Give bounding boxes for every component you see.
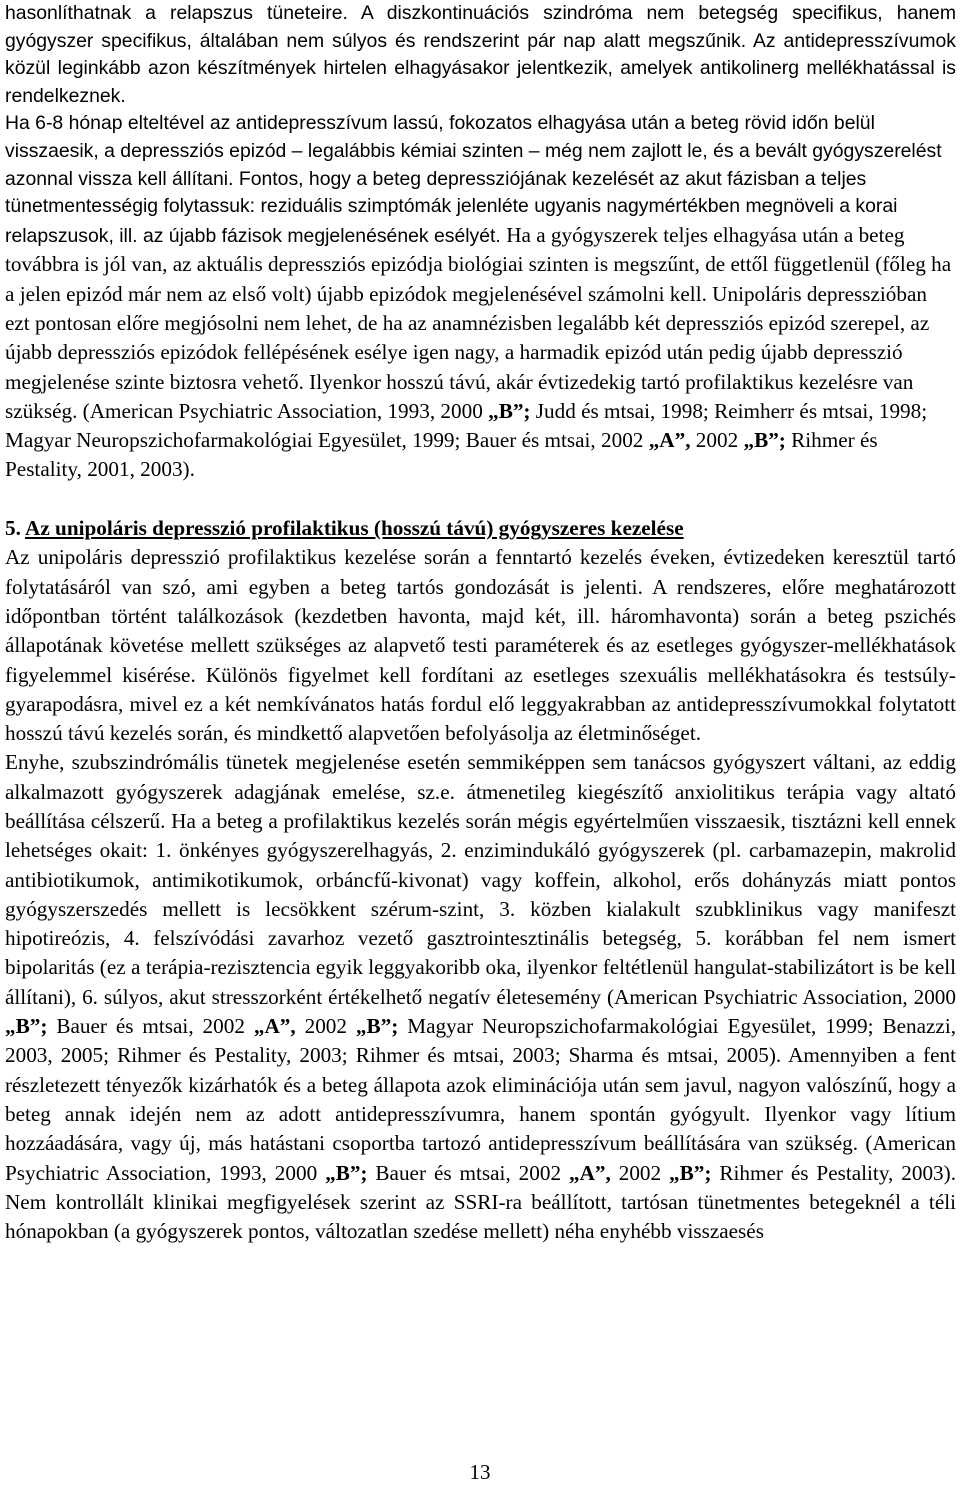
section-heading xyxy=(5,514,956,543)
page-number: 13 xyxy=(469,1460,491,1484)
section-number: 5. xyxy=(5,516,21,541)
paragraph-relapse-text-4: Magyar Neuropszichofarmakológiai Egyesület, 1999; Benazzi, 2003, 2005; Rihmer és Pestality, 2003; Rihmer és mtsai, 2003; Sharma és mtsai, 2005). Amennyiben a fent részletezett tényezők kizárhatók és a beteg állapota azok eliminációja után sem javul, nagyon valószínű, hogy a beteg annak idején nem az adott antidepresszívumra, hanem spontán gyógyult. Ilyenkor vagy lítium hozzáadására, vagy új, más hatástani csoportba tartozó antidepresszívum beállítására van szükség. (American Psychiatric Association, 1993, 2000 xyxy=(5,1014,957,1185)
citation-grade-a: „A”, xyxy=(648,428,691,453)
citation-grade-a: „A”, xyxy=(569,1160,611,1185)
citation-end: Rihmer és Pestality, 2001, 2003). xyxy=(5,428,878,482)
paragraph-relapse-text-7: Rihmer és Pestality, 2003). Nem kontrollált klinikai megfigyelések szerint az SSRI-ra beállított, tartósan tünetmentes betegeknél a téli hónapokban (a gyógyszerek pontos, változatlan szedése mellett) néha enyhébb visszaesés xyxy=(5,1160,956,1244)
citation-year: 2002 xyxy=(695,428,739,453)
paragraph-maintenance-text: Az unipoláris depresszió profilaktikus kezelése során a fenntartó kezelés éveken, évtizedeken keresztül tartó folytatásáról van szó, ami egyben a beteg tartós gondozását is jelenti. A rendszeres, előre meghatározott időpontban történt találkozások (kezdetben havonta, majd két, ill. háromhavonta) során a beteg pszichés állapotának követése mellett szükséges az alapvető testi paraméterek és az esetleges gyógyszer-mellékhatások figyelemmel kisérése. Különös figyelmet kell fordítani az esetleges szexuális mellékhatásokra és testsúly-gyarapodásra, mivel ez a két nemkívánatos hatás fordul elő leggyakrabban az antidepresszívumokkal folytatott hosszú távú kezelés során, és mindkettő alapvetően befolyásolja az életminőséget. xyxy=(5,545,956,746)
intro-serif-part xyxy=(5,223,951,482)
paragraph-relapse-text-3: 2002 xyxy=(304,1014,347,1039)
intro-sans-text xyxy=(5,0,956,110)
section-title: Az unipoláris depresszió profilaktikus (hosszú távú) gyógyszeres kezelése xyxy=(25,516,684,541)
paragraph-relapse-text-6: 2002 xyxy=(618,1160,662,1185)
document-page xyxy=(5,0,956,1246)
citation-text: Judd és mtsai, 1998; Reimherr és mtsai, 1998; Magyar Neuropszichofarmakológiai Egyesület, 1999; Bauer és mtsai, 2002 xyxy=(5,398,928,453)
section-gap xyxy=(5,485,956,514)
paragraph-relapse-text-2: Bauer és mtsai, 2002 xyxy=(56,1014,245,1039)
citation-grade-a: „A”, xyxy=(253,1014,296,1039)
citation-grade-b: „B”; xyxy=(325,1160,368,1185)
paragraph-relapse xyxy=(5,748,956,1246)
citation-grade-b: „B”; xyxy=(743,428,786,453)
intro-sans-first: hasonlíthatnak a relapszus tüneteire. A diszkontinuációs szindróma nem betegség specifikus, hanem gyógyszer specifikus, általában nem súlyos és rendszerint pár nap alatt megszűnik. Az antidepresszívumok közül leginkább azon készítmények hirtelen elhagyásakor jelentkezik, amelyek antikolinerg mellékhatással is rendelkeznek. xyxy=(5,2,956,107)
citation-grade-b: „B”; xyxy=(669,1160,712,1185)
citation-grade-b: „B”; xyxy=(355,1014,399,1039)
paragraph-maintenance xyxy=(5,543,956,748)
paragraph-relapse-text-5: Bauer és mtsai, 2002 xyxy=(375,1160,562,1185)
intro-serif-text: Ha a gyógyszerek teljes elhagyása után a beteg továbbra is jól van, az aktuális depressziós epizódja biológiai szinten is megszűnt, de ettől függetlenül (főleg ha a jelen epizód már nem az első volt) újabb epizódok megjelenésével számolni kell. Unipoláris depresszióban ezt pontosan előre megjósolni nem lehet, de ha az anamnézisben legalább két depressziós epizód szerepel, az újabb depressziós epizódok fellépésének esélye igen nagy, a harmadik epizód után pedig újabb depresszió megjelenése szinte biztosra vehető. Ilyenkor hosszú távú, akár évtizedekig tartó profilaktikus kezelésre van szükség. (American Psychiatric Association, 1993, 2000 xyxy=(5,222,952,423)
citation-grade-b: „B”; xyxy=(488,398,531,423)
citation-grade-b: „B”; xyxy=(5,1014,48,1039)
intro-paragraph xyxy=(5,0,956,485)
paragraph-relapse-text-1: Enyhe, szubszindrómális tünetek megjelenése esetén semmiképpen sem tanácsos gyógyszert váltani, az eddig alkalmazott gyógyszerek adagjának emelése, sz.e. átmenetileg kiegészítő anxiolitikus terápia vagy altató beállítása célszerű. Ha a beteg a profilaktikus kezelés során mégis egyértelműen visszaesik, tisztázni kell ennek lehetséges okait: 1. önkényes gyógyszerelhagyás, 2. enzimindukáló gyógyszerek (pl. carbamazepin, makrolid antibiotikumok, antimikotikumok, orbáncfű-kivonat) vagy koffein, alkohol, erős dohányzás miatt pontos gyógyszerszedés mellett is lecsökkent szérum-szint, 3. közben kialakult szubklinikus vagy manifeszt hipotireózis, 4. felszívódási zavarhoz vezető gasztrointesztinális betegség, 5. korábban fel nem ismert bipolaritás (ez a terápia-rezisztencia egyik leggyakoribb oka, ilyenkor feltétlenül hangulat-stabilizátort is be kell állítani), 6. súlyos, akut stresszorként értékelhető negatív életesemény (American Psychiatric Association, 2000 xyxy=(5,750,956,1009)
intro-sans-tail: Ha 6-8 hónap elteltével az antidepresszívum lassú, fokozatos elhagyása után a beteg rövid időn belül visszaesik, a depressziós epizód – legalábbis kémiai szinten – még nem zajlott le, és a bevált gyógyszerelést azonnal vissza kell állítani. Fontos, hogy a beteg depressziójának kezelését az akut fázisban a teljes tünetmentességig folytassuk: reziduális szimptómák jelenléte ugyanis nagymértékben megnöveli a korai relapszusok, ill. az újabb fázisok megjelenésének esélyét. xyxy=(5,112,942,247)
